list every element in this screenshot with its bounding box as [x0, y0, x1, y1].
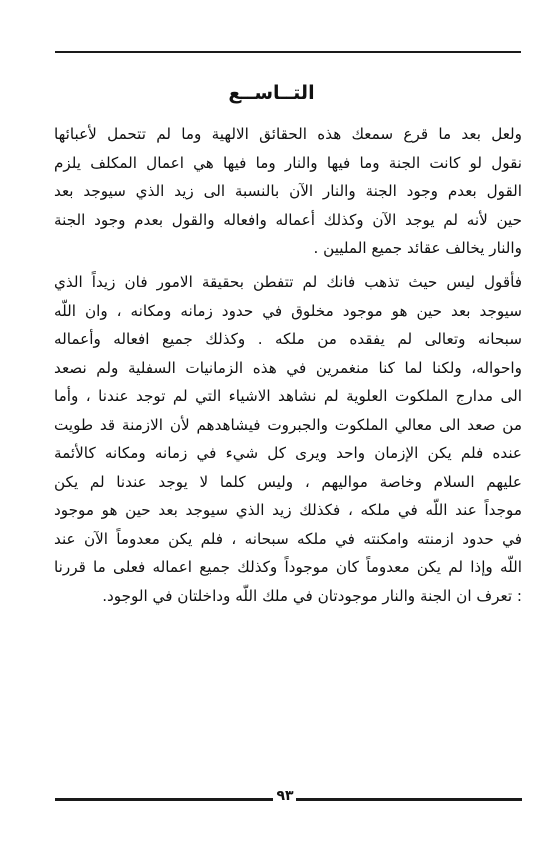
header-rule — [55, 51, 521, 53]
text-line: اللّه وإذا لم يكن معدوماً كان موجوداً وكذلك جميع اعماله فعلى ما قررنا — [54, 558, 522, 576]
paragraph-1 — [54, 120, 522, 263]
text-line: الى مدارج الملكوت العلوية لم نشاهد الاشياء التي لم توجد عندنا ، وأما — [54, 387, 522, 405]
text-line: سبحانه وتعالى لم يفقده من ملكه . وكذلك جميع افعاله وأعماله — [54, 330, 522, 348]
text-line: : تعرف ان الجنة والنار موجودتان في ملك اللّه وداخلتان في الوجود. — [102, 586, 522, 605]
text-line: ولعل بعد ما قرع سمعك هذه الحقائق الالهية وما لم تتحمل لأعبائها — [54, 125, 522, 143]
text-line: موجداً عند اللّه في ملكه ، فكذلك زيد الذي سيوجد بعد حين هو موجود — [54, 501, 522, 519]
text-line: حين لأنه لم يوجد الآن وكذلك أعماله وافعاله والقول بعدم وجود الجنة — [54, 210, 522, 229]
text-line: فأقول ليس حيث تذهب فانك لم تتفطن بحقيقة الامور فان زيداً الذي — [54, 273, 522, 291]
footer-rule-right — [296, 798, 522, 801]
page-number: ٩٣ — [276, 788, 294, 804]
text-line: عليهم السلام وخاصة مواليهم ، وليس كلما لا يوجد عندنا لم يكن — [54, 472, 522, 491]
paragraph-2 — [54, 268, 522, 610]
section-heading: التــاســع — [228, 82, 315, 104]
text-line: من صعد الى معالي الملكوت والجبروت فيشاهدهم لأن الازمنة قد طويت — [54, 415, 522, 434]
text-line: سيوجد بعد حين هو موجود مخلوق في حدود زمانه ومكانه ، وان اللّه — [54, 301, 522, 320]
text-line: عنده فلم يكن الإزمان واحد ويرى كل شيء في زمانه ومكانه كالأئمة — [54, 444, 522, 462]
text-line: في حدود ازمنته وامكنته في ملكه سبحانه ، فلم يكن معدوماً الآن عند — [54, 529, 522, 548]
footer-rule-left — [55, 798, 273, 801]
text-line: نقول لو كانت الجنة وما فيها والنار وما فيها هي اعمال المكلف يلزم — [54, 153, 522, 172]
text-line: والنار يخالف عقائد جميع المليين . — [313, 239, 522, 257]
text-line: القول بعدم وجود الجنة والنار الآن بالنسبة الى زيد الذي سيوجد بعد — [54, 182, 522, 200]
text-line: واحواله، ولكنا لما كنا منغمرين في هذه الزمانيات السفلية ولم نصعد — [54, 358, 522, 377]
